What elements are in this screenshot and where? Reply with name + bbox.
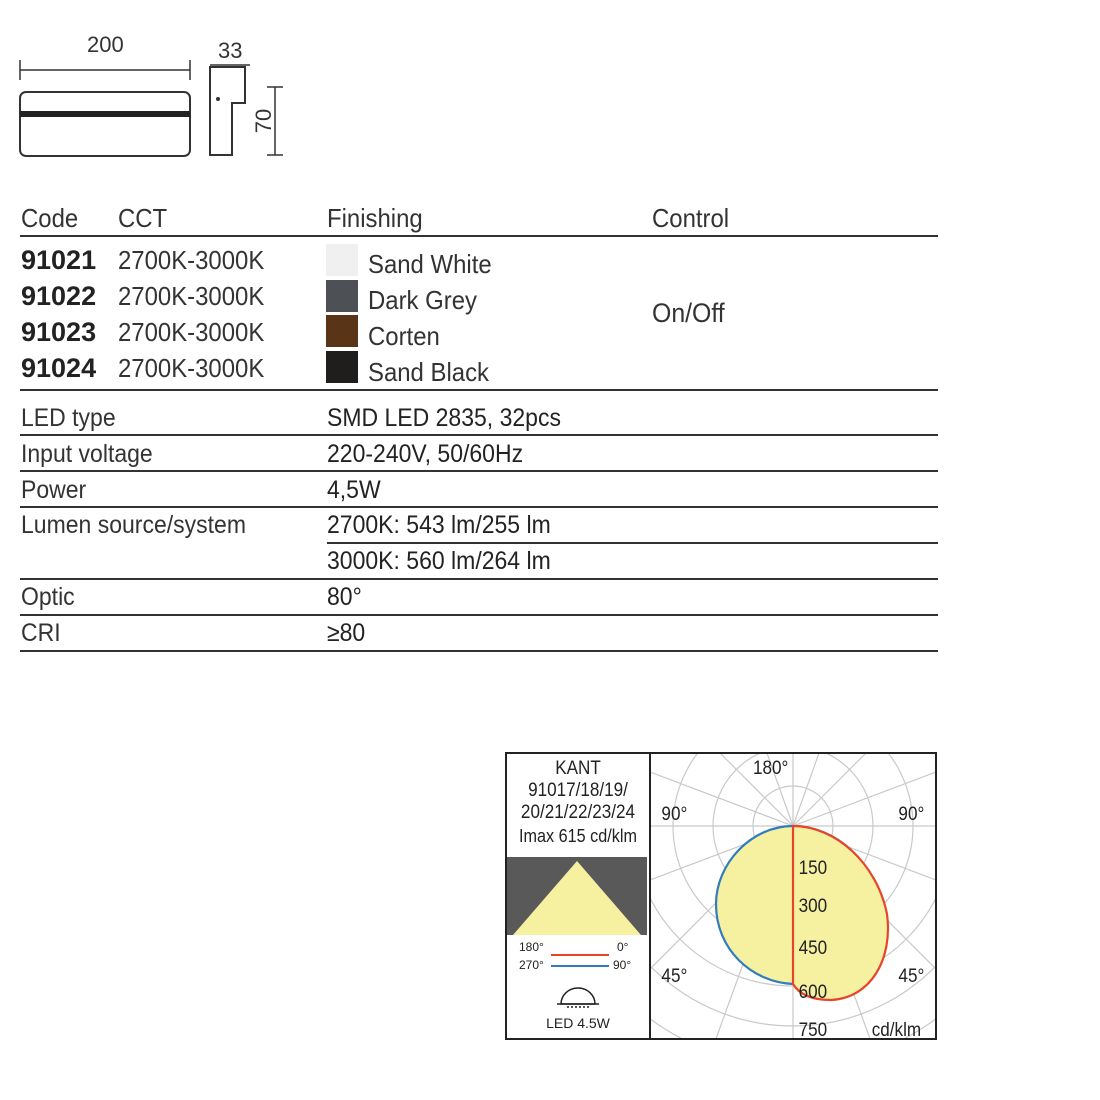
header-control: Control — [652, 203, 730, 233]
control-value: On/Off — [652, 298, 725, 328]
product-finish: Sand White — [368, 249, 492, 279]
product-code: 91023 — [21, 317, 97, 347]
polar-diagram — [651, 754, 935, 1038]
product-codes-line-1: 91017/18/19/ — [528, 780, 628, 801]
spec-value-optic: 80° — [327, 583, 362, 611]
spec-divider — [20, 614, 938, 616]
lamp-icon — [553, 984, 603, 1010]
photometric-box — [505, 752, 937, 1040]
finish-swatch — [326, 315, 358, 347]
legend-a-right: 0° — [617, 940, 629, 954]
imax-value: Imax 615 cd/klm — [519, 826, 637, 846]
table-divider — [20, 389, 938, 391]
product-code: 91021 — [21, 245, 97, 275]
angle-label-bottom-left: 45° — [661, 966, 688, 987]
product-name: KANT — [555, 758, 601, 779]
lamp-label: LED 4.5W — [546, 1015, 610, 1031]
angle-label-bottom-right: 45° — [898, 966, 925, 987]
spec-divider — [20, 578, 938, 580]
product-cct: 2700K-3000K — [118, 317, 265, 347]
legend-a-left: 180° — [519, 940, 544, 954]
radial-value: 300 — [798, 896, 828, 917]
product-cct: 2700K-3000K — [118, 245, 265, 275]
product-finish: Dark Grey — [368, 285, 477, 315]
product-code: 91022 — [21, 281, 97, 311]
angle-label-left: 90° — [661, 804, 688, 825]
spec-value-input-voltage: 220-240V, 50/60Hz — [327, 440, 524, 468]
product-code: 91024 — [21, 353, 97, 383]
spec-label-optic: Optic — [21, 583, 75, 611]
spec-label-power: Power — [21, 476, 87, 504]
legend-c90-line — [551, 965, 609, 967]
product-cct: 2700K-3000K — [118, 353, 265, 383]
finish-swatch — [326, 280, 358, 312]
finish-swatch — [326, 244, 358, 276]
spec-label-input-voltage: Input voltage — [21, 440, 153, 468]
spec-value-led-type: SMD LED 2835, 32pcs — [327, 404, 561, 432]
width-dimension: 200 — [87, 32, 124, 57]
polar-diagram-svg — [651, 754, 935, 1038]
height-dimension: 70 — [251, 108, 277, 134]
angle-label-top: 180° — [752, 758, 789, 779]
beam-illustration-svg — [507, 857, 647, 935]
photometric-info-panel — [507, 754, 651, 1038]
product-finish: Sand Black — [368, 357, 490, 387]
spec-divider — [20, 470, 938, 472]
radial-value: 450 — [798, 938, 828, 959]
spec-value-cri: ≥80 — [327, 619, 366, 647]
radial-value: 150 — [798, 858, 828, 879]
spec-label-lumen: Lumen source/system — [21, 511, 246, 539]
header-cct: CCT — [118, 203, 168, 233]
lamp-icon-svg — [553, 984, 603, 1010]
depth-dimension: 33 — [218, 38, 243, 63]
spec-divider — [20, 506, 938, 508]
product-cct: 2700K-3000K — [118, 281, 265, 311]
radial-value: 600 — [798, 982, 828, 1003]
legend-b-left: 270° — [519, 958, 544, 972]
header-code: Code — [21, 203, 79, 233]
legend-c0-line — [551, 954, 609, 956]
product-finish: Corten — [368, 321, 440, 351]
header-finishing: Finishing — [327, 203, 423, 233]
radial-value: 750 — [798, 1020, 828, 1041]
angle-label-right: 90° — [898, 804, 925, 825]
spec-divider — [20, 434, 938, 436]
unit-label: cd/klm — [871, 1020, 922, 1041]
spec-label-cri: CRI — [21, 619, 61, 647]
legend-b-right: 90° — [613, 958, 632, 972]
finish-swatch — [326, 351, 358, 383]
spec-divider-partial — [327, 542, 938, 544]
spec-value-power: 4,5W — [327, 476, 381, 504]
header-divider — [20, 235, 938, 237]
product-codes-line-2: 20/21/22/23/24 — [520, 802, 636, 823]
spec-value-lumen-3000: 3000K: 560 lm/264 lm — [327, 547, 551, 575]
spec-value-lumen-2700: 2700K: 543 lm/255 lm — [327, 511, 551, 539]
beam-illustration — [507, 857, 647, 935]
spec-label-led-type: LED type — [21, 404, 116, 432]
spec-divider — [20, 650, 938, 652]
